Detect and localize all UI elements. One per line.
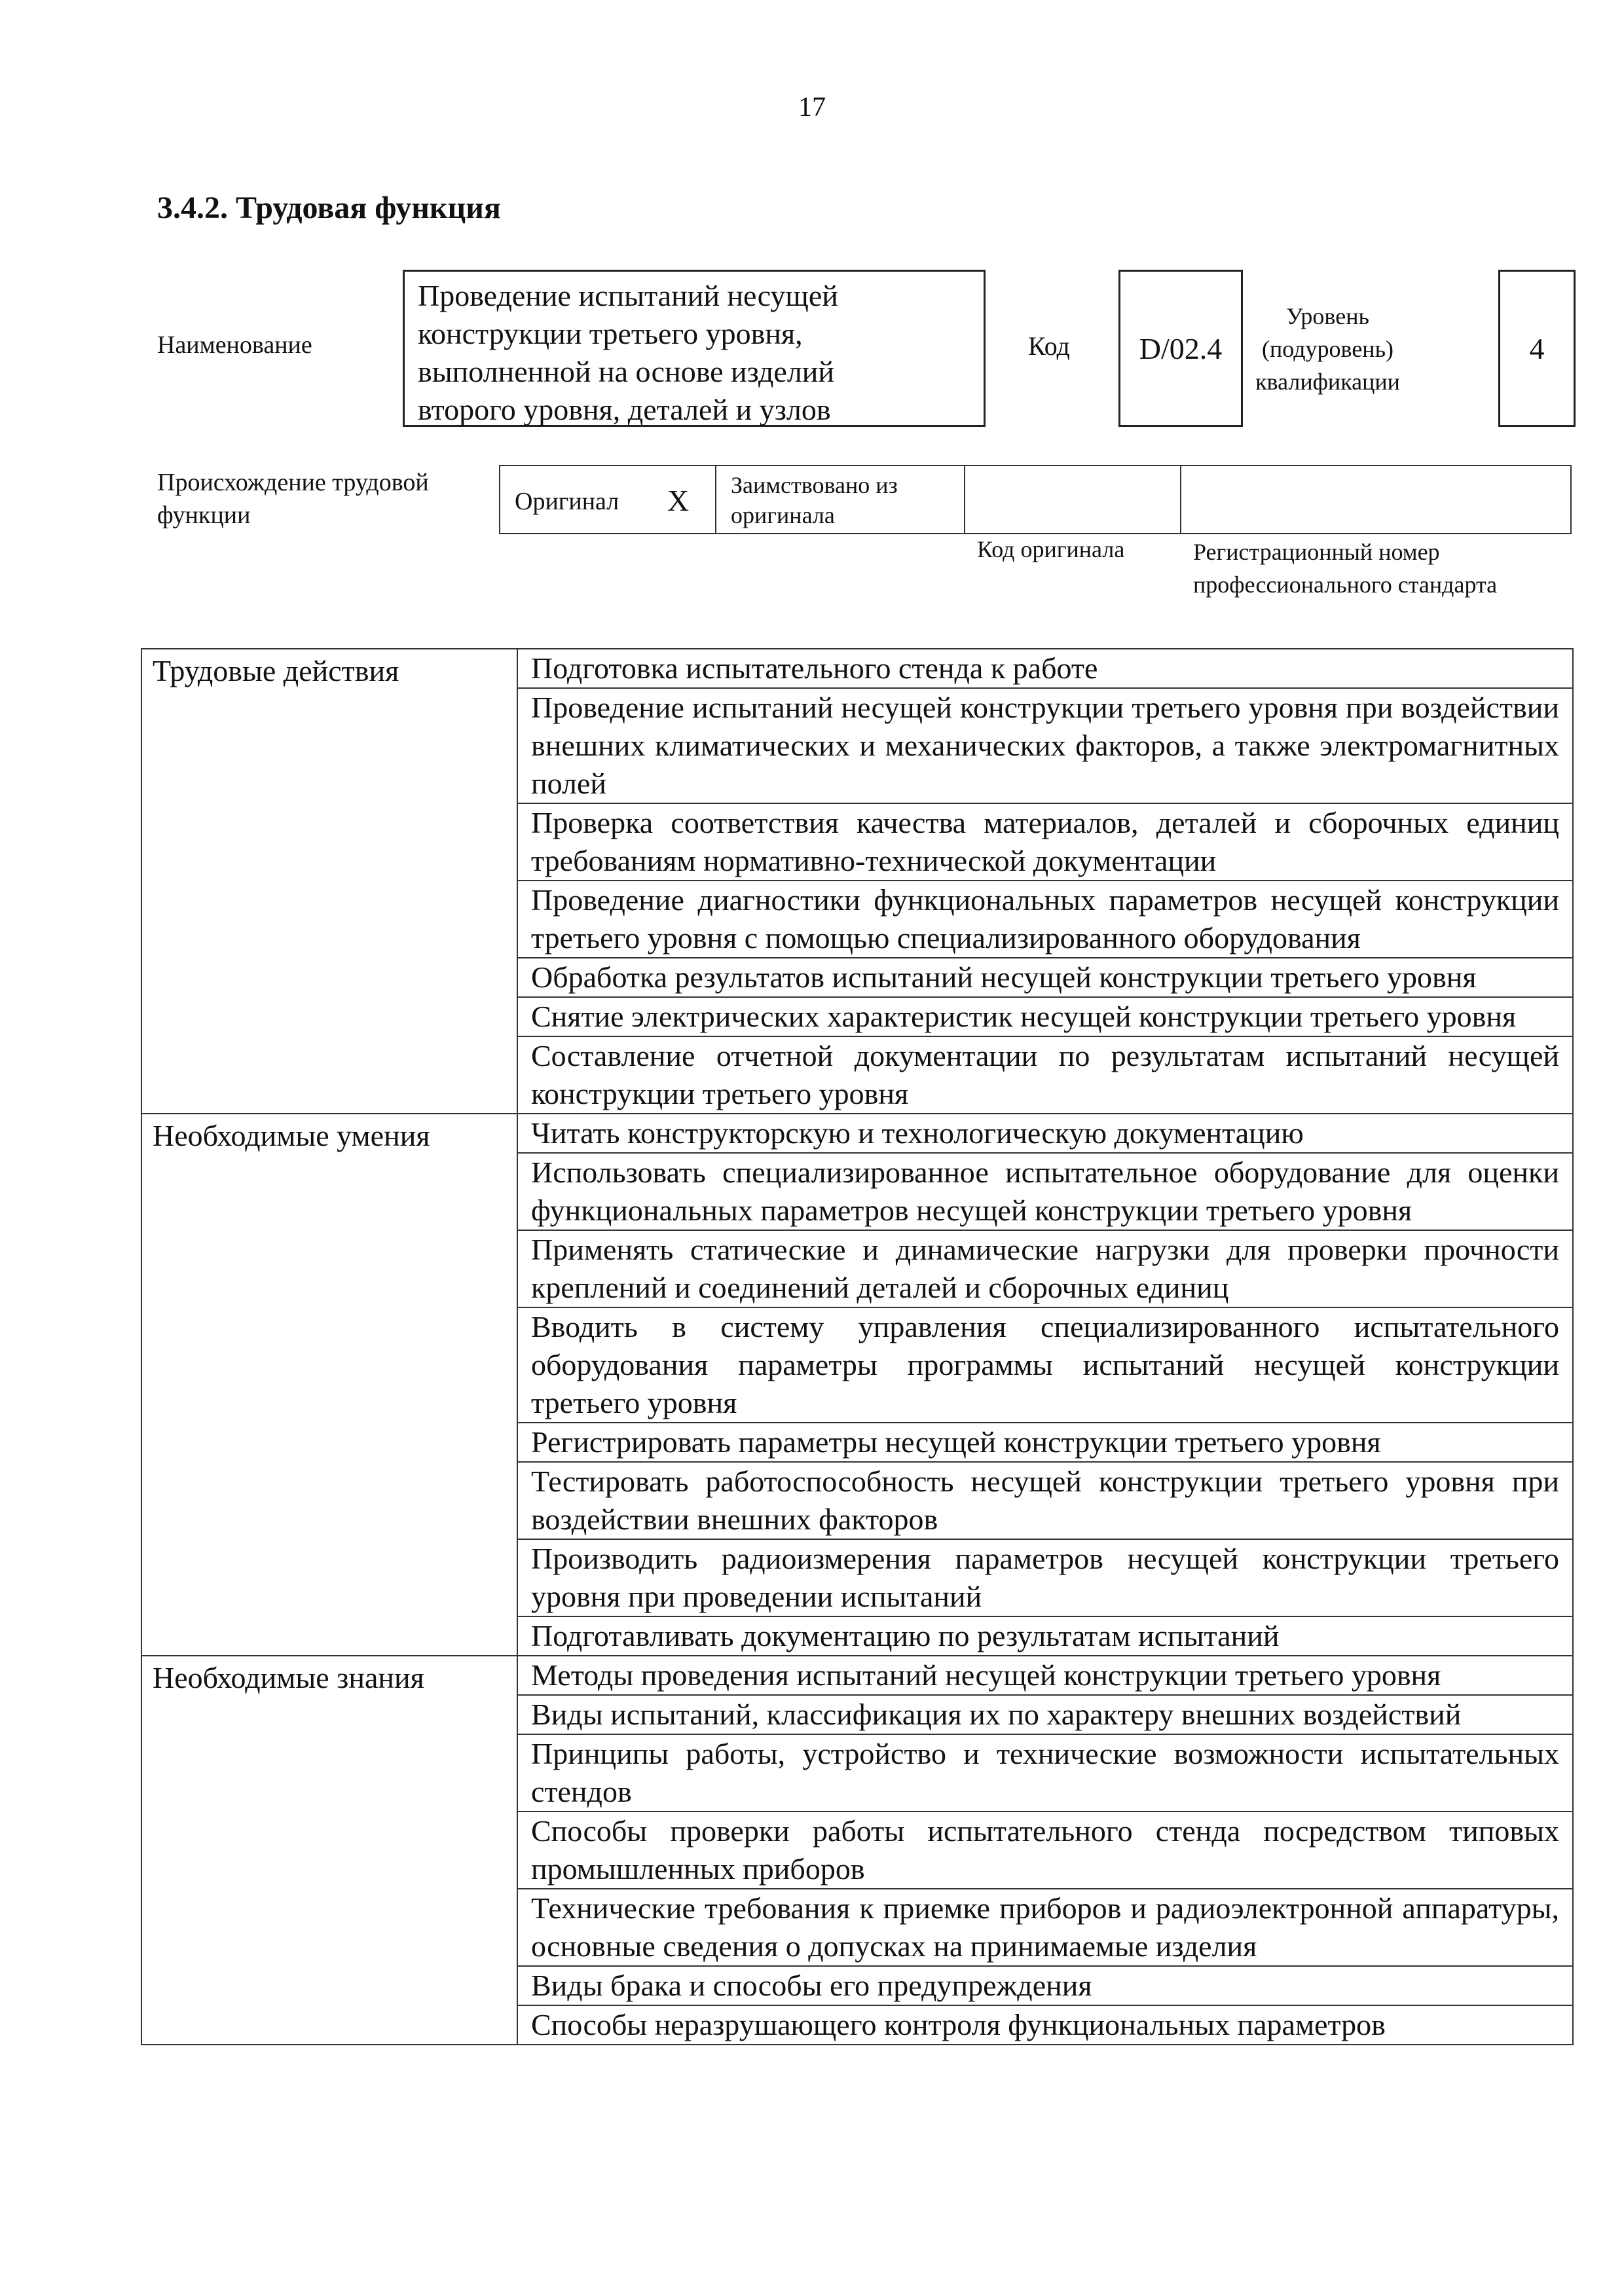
item-cell: Применять статические и динамические нагрузки для проверки прочности креплений и соединений деталей и сборочных единиц xyxy=(517,1230,1573,1307)
item-cell: Способы неразрушающего контроля функциональных параметров xyxy=(517,2005,1573,2045)
level-label-line: (подуровень) xyxy=(1262,336,1393,362)
qualification-level-label xyxy=(1244,300,1411,398)
borrowed-label xyxy=(731,470,898,530)
section-title: 3.4.2. Трудовая функция xyxy=(157,191,501,225)
item-cell: Тестировать работоспособность несущей конструкции третьего уровня при воздействии внешних факторов xyxy=(517,1462,1573,1539)
level-box xyxy=(1498,270,1576,427)
origin-label-line: функции xyxy=(157,501,251,529)
reg-caption-line: Регистрационный номер xyxy=(1193,539,1440,565)
borrowed-line: Заимствовано из xyxy=(731,472,898,498)
level-label-line: квалификации xyxy=(1255,369,1400,395)
item-cell: Проведение диагностики функциональных параметров несущей конструкции третьего уровня с помощью специализированного оборудования xyxy=(517,881,1573,958)
origin-borrowed-cell xyxy=(716,466,965,533)
table-row xyxy=(141,1656,1573,1695)
table-row xyxy=(141,1114,1573,1153)
item-cell: Виды брака и способы его предупреждения xyxy=(517,1966,1573,2005)
code-label: Код xyxy=(1028,331,1070,361)
page-number: 17 xyxy=(798,92,826,122)
reg-caption-line: профессионального стандарта xyxy=(1193,572,1498,598)
reg-number-caption xyxy=(1193,536,1497,601)
category-cell: Необходимые умения xyxy=(141,1114,517,1656)
function-name-line: конструкции третьего уровня, xyxy=(418,317,803,350)
function-name-line: Проведение испытаний несущей xyxy=(418,279,838,312)
origin-table xyxy=(499,465,1572,534)
original-mark: X xyxy=(667,484,690,517)
original-label: Оригинал xyxy=(515,488,619,515)
level-label-line: Уровень xyxy=(1286,303,1369,329)
item-cell: Обработка результатов испытаний несущей конструкции третьего уровня xyxy=(517,958,1573,997)
item-cell: Снятие электрических характеристик несущей конструкции третьего уровня xyxy=(517,997,1573,1036)
code-box xyxy=(1118,270,1243,427)
name-label: Наименование xyxy=(157,331,312,359)
item-cell: Читать конструкторскую и технологическую документацию xyxy=(517,1114,1573,1153)
origin-label-line: Происхождение трудовой xyxy=(157,469,429,496)
function-name-line: второго уровня, деталей и узлов xyxy=(418,393,831,426)
item-cell: Виды испытаний, классификация их по характеру внешних воздействий xyxy=(517,1695,1573,1734)
function-name-line: выполненной на основе изделий xyxy=(418,355,835,388)
borrowed-line: оригинала xyxy=(731,502,835,528)
code-original-cell xyxy=(965,466,1181,533)
category-cell: Трудовые действия xyxy=(141,649,517,1114)
origin-label xyxy=(157,466,429,532)
competency-table xyxy=(141,648,1574,2045)
code-value: D/02.4 xyxy=(1139,331,1223,365)
item-cell: Методы проведения испытаний несущей конструкции третьего уровня xyxy=(517,1656,1573,1695)
item-cell: Подготавливать документацию по результатам испытаний xyxy=(517,1616,1573,1656)
table-row xyxy=(141,649,1573,688)
item-cell: Технические требования к приемке приборов и радиоэлектронной аппаратуры, основные сведения о допусках на принимаемые изделия xyxy=(517,1889,1573,1966)
item-cell: Вводить в систему управления специализированного испытательного оборудования параметры программы испытаний несущей конструкции третьего уровня xyxy=(517,1307,1573,1423)
item-cell: Проведение испытаний несущей конструкции третьего уровня при воздействии внешних климатических и механических факторов, а также электромагнитных полей xyxy=(517,688,1573,803)
item-cell: Принципы работы, устройство и технические возможности испытательных стендов xyxy=(517,1734,1573,1812)
reg-number-cell xyxy=(1181,466,1570,533)
function-name-box xyxy=(403,270,986,427)
item-cell: Проверка соответствия качества материалов, деталей и сборочных единиц требованиям нормативно-технической документации xyxy=(517,803,1573,881)
item-cell: Регистрировать параметры несущей конструкции третьего уровня xyxy=(517,1423,1573,1462)
level-value: 4 xyxy=(1529,331,1545,365)
item-cell: Способы проверки работы испытательного стенда посредством типовых промышленных приборов xyxy=(517,1812,1573,1889)
category-cell: Необходимые знания xyxy=(141,1656,517,2045)
item-cell: Составление отчетной документации по результатам испытаний несущей конструкции третьего уровня xyxy=(517,1036,1573,1114)
item-cell: Использовать специализированное испытательное оборудование для оценки функциональных параметров несущей конструкции третьего уровня xyxy=(517,1153,1573,1230)
item-cell: Производить радиоизмерения параметров несущей конструкции третьего уровня при проведении испытаний xyxy=(517,1539,1573,1616)
competency-table-body xyxy=(141,649,1573,2045)
item-cell: Подготовка испытательного стенда к работе xyxy=(517,649,1573,688)
origin-original-cell xyxy=(500,466,716,533)
code-original-caption: Код оригинала xyxy=(977,536,1125,562)
